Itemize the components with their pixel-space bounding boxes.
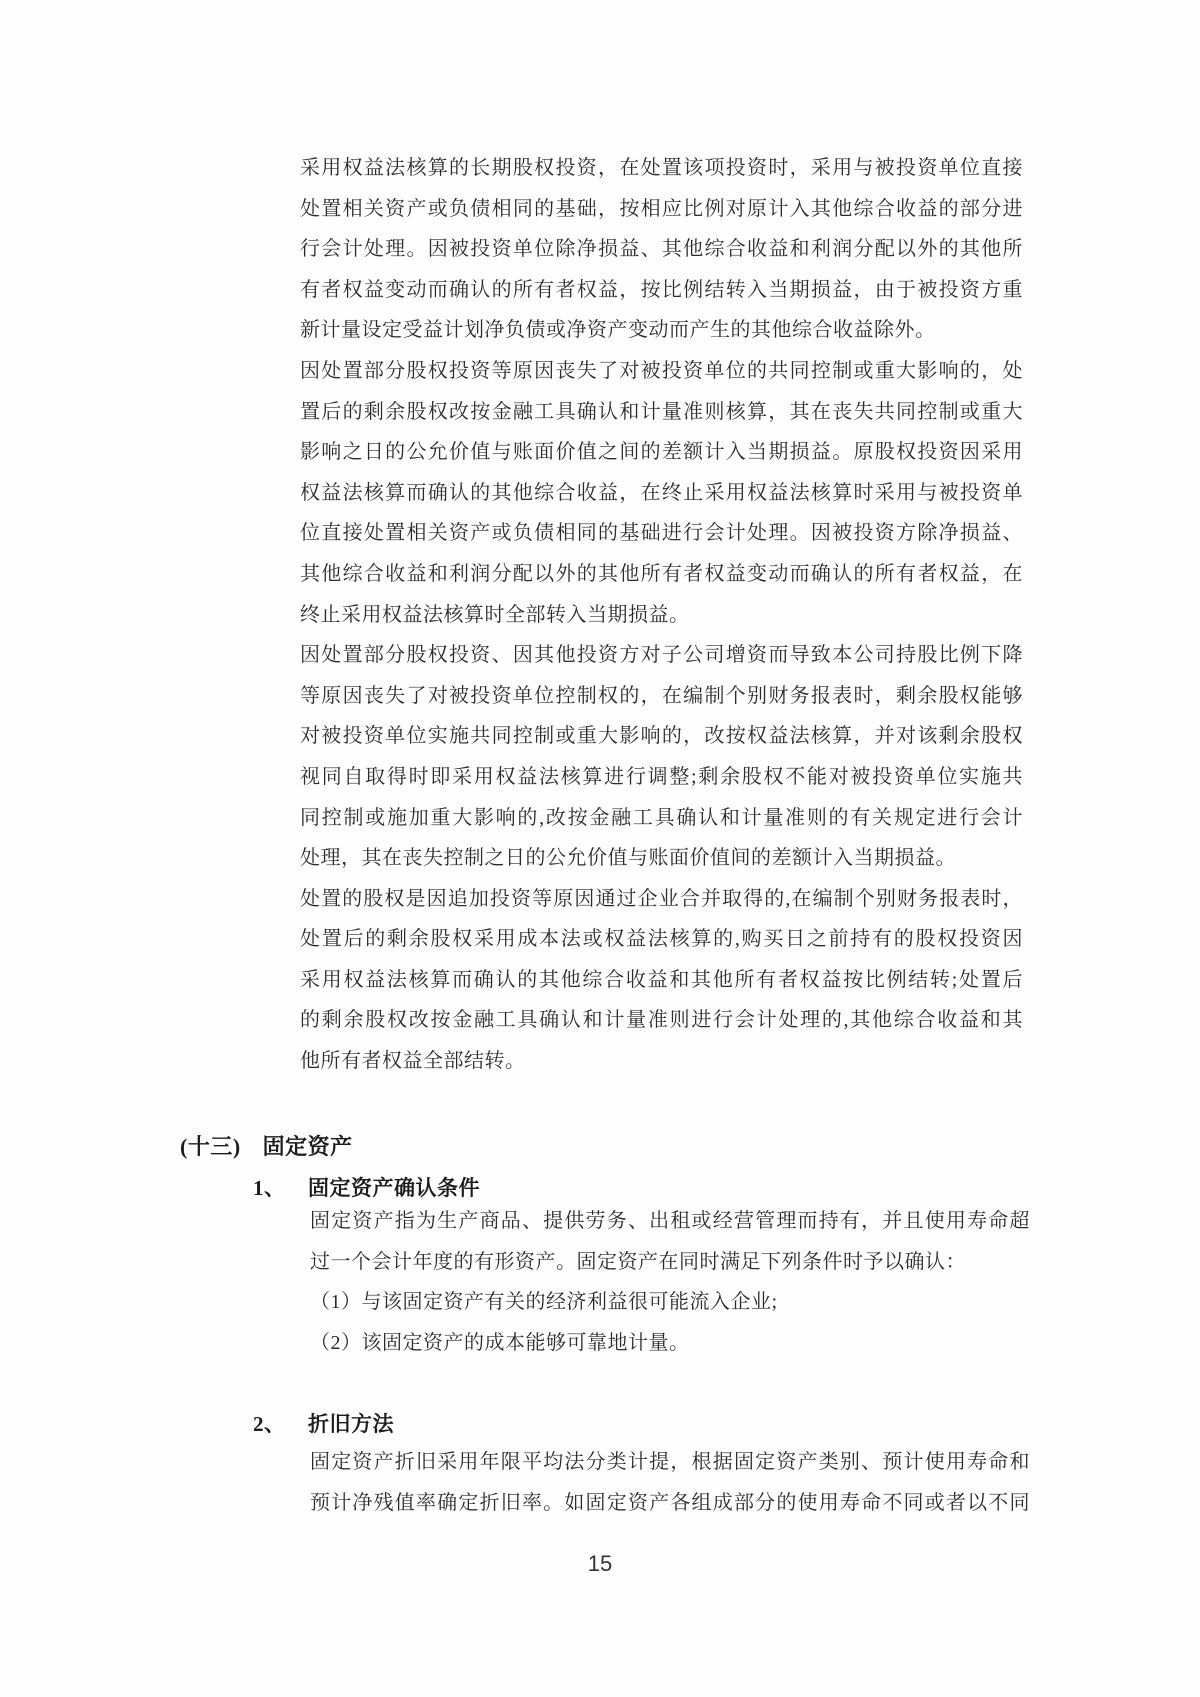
paragraph-line: 固定资产指为生产商品、提供劳务、出租或经营管理而持有，并且使用寿命超 bbox=[310, 1210, 1030, 1232]
paragraph-line: 固定资产折旧采用年限平均法分类计提，根据固定资产类别、预计使用寿命和 bbox=[310, 1451, 1030, 1473]
paragraph-line: 处置的股权是因追加投资等原因通过企业合并取得的,在编制个别财务报表时， bbox=[300, 887, 1023, 910]
paragraph-line: 采用权益法核算的长期股权投资，在处置该项投资时，采用与被投资单位直接 bbox=[300, 157, 1023, 179]
paragraph-line: 行会计处理。因被投资单位除净损益、其他综合收益和利润分配以外的其他所 bbox=[300, 238, 1023, 261]
page-number: 15 bbox=[587, 1551, 613, 1576]
paragraph-line: 因处置部分股权投资等原因丧失了对被投资单位的共同控制或重大影响的，处 bbox=[300, 359, 1023, 382]
paragraph-line: 同控制或施加重大影响的,改按金融工具确认和计量准则的有关规定进行会计 bbox=[300, 806, 1023, 829]
subsection-number: 2、 bbox=[253, 1412, 286, 1436]
subsection-heading-depreciation bbox=[253, 1408, 753, 1434]
paragraph-line: 处理，其在丧失控制之日的公允价值与账面价值间的差额计入当期损益。 bbox=[300, 847, 956, 870]
paragraph-line: （1）与该固定资产有关的经济利益很可能流入企业; bbox=[310, 1291, 778, 1314]
paragraph-line: 等原因丧失了对被投资单位控制权的，在编制个别财务报表时，剩余股权能够 bbox=[300, 684, 1023, 707]
paragraph-line: 处置后的剩余股权采用成本法或权益法核算的,购买日之前持有的股权投资因 bbox=[300, 928, 1023, 951]
subsection-title: 固定资产确认条件 bbox=[308, 1176, 480, 1200]
paragraph-line: 因处置部分股权投资、因其他投资方对子公司增资而导致本公司持股比例下降 bbox=[300, 644, 1023, 667]
paragraph-line: 的剩余股权改按金融工具确认和计量准则进行会计处理的,其他综合收益和其 bbox=[300, 1009, 1023, 1032]
fixed-asset-recognition-body bbox=[310, 1201, 1030, 1363]
paragraph-line: 处置相关资产或负债相同的基础，按相应比例对原计入其他综合收益的部分进 bbox=[300, 197, 1023, 220]
section-label: (十三) bbox=[180, 1134, 241, 1159]
paragraph-line: 对被投资单位实施共同控制或重大影响的，改按权益法核算，并对该剩余股权 bbox=[300, 725, 1023, 748]
paragraph-line: 他所有者权益全部结转。 bbox=[300, 1050, 526, 1073]
subsection-heading-recognition bbox=[253, 1172, 753, 1198]
paragraph-line: 预计净残值率确定折旧率。如固定资产各组成部分的使用寿命不同或者以不同 bbox=[310, 1491, 1030, 1514]
paragraph-line: 新计量设定受益计划净负债或净资产变动而产生的其他综合收益除外。 bbox=[300, 319, 936, 342]
paragraph-line: （2）该固定资产的成本能够可靠地计量。 bbox=[310, 1331, 690, 1354]
equity-method-disposal-paragraphs bbox=[300, 148, 1023, 1082]
paragraph-line: 位直接处置相关资产或负债相同的基础进行会计处理。因被投资方除净损益、 bbox=[300, 522, 1023, 545]
depreciation-method-body bbox=[310, 1442, 1030, 1523]
paragraph-line: 置后的剩余股权改按金融工具确认和计量准则核算，其在丧失共同控制或重大 bbox=[300, 400, 1023, 423]
section-heading-fixed-assets bbox=[180, 1130, 353, 1161]
paragraph-line: 有者权益变动而确认的所有者权益，按比例结转入当期损益，由于被投资方重 bbox=[300, 278, 1023, 301]
subsection-number: 1、 bbox=[253, 1176, 286, 1200]
paragraph-line: 采用权益法核算而确认的其他综合收益和其他所有者权益按比例结转;处置后 bbox=[300, 968, 1023, 991]
paragraph-line: 其他综合收益和利润分配以外的其他所有者权益变动而确认的所有者权益，在 bbox=[300, 562, 1023, 585]
paragraph-line: 视同自取得时即采用权益法核算进行调整;剩余股权不能对被投资单位实施共 bbox=[300, 765, 1023, 788]
subsection-title: 折旧方法 bbox=[308, 1412, 394, 1436]
paragraph-line: 终止采用权益法核算时全部转入当期损益。 bbox=[300, 603, 690, 626]
paragraph-line: 权益法核算而确认的其他综合收益，在终止采用权益法核算时采用与被投资单 bbox=[300, 481, 1023, 504]
paragraph-line: 过一个会计年度的有形资产。固定资产在同时满足下列条件时予以确认： bbox=[310, 1250, 966, 1273]
paragraph-line: 影响之日的公允价值与账面价值之间的差额计入当期损益。原股权投资因采用 bbox=[300, 441, 1023, 464]
section-title: 固定资产 bbox=[262, 1134, 353, 1159]
